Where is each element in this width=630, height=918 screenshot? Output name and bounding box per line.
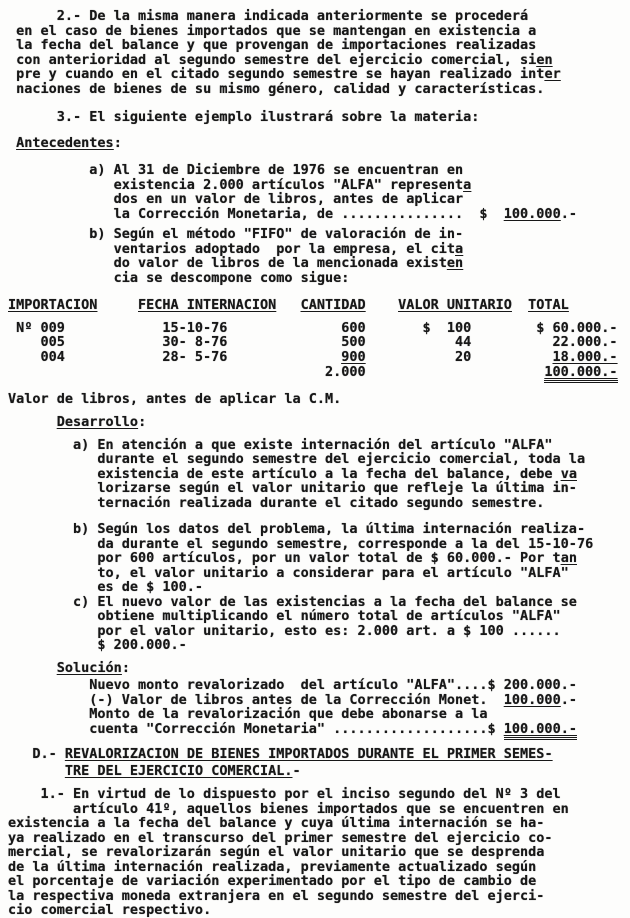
desarrollo-item-b [8,522,630,595]
table-cell: 600 [341,319,366,336]
text-line: to, el valor unitario a considerar para el artículo "ALFA" [8,564,569,581]
text-line: la Corrección Monetaria, de ............... $ 100.000.- [8,205,577,222]
text-line: D.- REVALORIZACION DE BIENES IMPORTADOS DURANTE EL PRIMER SEMES- [8,746,553,762]
text-line: obtiene multiplicando el número total de artículos "ALFA" [8,608,561,624]
table-row [8,321,630,336]
table-cell: 44 [455,334,472,350]
heading-desarrollo [8,415,630,430]
text-line: b) Según el método "FIFO" de valoración de in- [8,226,464,242]
table-cell: 28- 5-76 [138,348,228,365]
text-line: Solución: [56,659,130,676]
table-cell: 500 [341,334,366,350]
text-line: artículo 41º, aquellos bienes importados que se encuentren en [8,800,569,817]
table-header-cell: FECHA INTERNACION [138,297,277,313]
table-header-cell: TOTAL [528,297,569,313]
text-line: 3.- El siguiente ejemplo ilustrará sobre la materia: [8,109,480,125]
text-line: Nuevo monto revalorizado del artículo "ALFA"....$ 200.000.- [8,677,577,693]
paragraph-d1 [8,787,630,918]
text-line: es de $ 100.- [8,579,204,595]
table-cell: 22.000.- [552,334,618,350]
table-cell: $ 100 [422,319,472,336]
text-line: Antecedentes: [16,134,122,151]
text-line: existencia a la fecha del balance y cuya última internación se ha- [8,815,545,831]
text-line: con anterioridad al segundo semestre del ejercicio comercial, sien [8,51,553,68]
text-line: por 600 artículos, por un valor total de $ 60.000.- Por tan [8,550,577,566]
text-line: el porcentaje de variación experimentado por el tipo de cambio de [8,873,537,889]
table-totals-row [8,365,630,380]
table-cell: 100.000.- [512,365,618,380]
text-line: a) Al 31 de Diciembre de 1976 se encuentran en [8,162,464,178]
text-line: Monto de la revalorización que debe abonarse a la [8,706,488,722]
table-header-cell: CANTIDAD [300,297,366,313]
table-header-row [8,298,630,313]
table-header-cell: VALOR UNITARIO [398,297,512,313]
text-line: existencia 2.000 artículos "ALFA" representa [8,176,472,193]
heading-solucion [8,661,630,676]
text-line: ya realizado en el transcurso del primer semestre del ejercicio co- [8,829,553,846]
valor-de-libros [8,392,630,407]
text-line: ternación realizada durante el citado segundo semestre. [8,494,545,511]
text-line: en el caso de bienes importados que se mantengan en existencia a [8,22,537,39]
text-line: a) En atención a que existe internación del artículo "ALFA" [8,436,553,453]
text-line: ventarios adoptado por la empresa, el cita [8,240,464,257]
paragraph-3 [8,110,630,125]
solucion-body [8,678,630,736]
text-line: Desarrollo: [56,414,147,430]
text-line: (-) Valor de libros antes de la Corrección Monet. 100.000.- [8,691,577,708]
text-line: naciones de bienes de su mismo género, calidad y características. [8,80,545,97]
text-line: la respectiva moneda extranjera en el segundo semestre del ejerci- [8,887,545,904]
text-line: dos en un valor de libros, antes de aplicar [8,191,464,207]
desarrollo-item-c [8,595,630,653]
text-line: TRE DEL EJERCICIO COMERCIAL.- [64,762,301,779]
heading-d [8,746,630,779]
table-cell: 15-10-76 [138,319,228,336]
heading-antecedentes [8,136,630,151]
table-cell: 2.000 [324,364,366,380]
table-cell: 004 [8,348,65,365]
table-cell: $ 60.000.- [536,319,618,336]
table-importaciones [8,298,630,380]
text-line: da durante el segundo semestre, corresponde a la del 15-10-76 [8,535,594,552]
text-line: durante el segundo semestre del ejercicio comercial, toda la [8,451,586,467]
text-line: pre y cuando en el citado segundo semestre se hayan realizado inter [8,66,561,82]
table-cell: 18.000.- [552,348,618,365]
text-line: mercial, se revalorizarán según el valor unitario que se desprenda [8,844,545,860]
text-line: de la última internación realizada, previamente actualizado según [8,858,537,875]
text-line: b) Según los datos del problema, la última internación realiza- [8,521,586,537]
text-line: 1.- En virtud de lo dispuesto por el inciso segundo del Nº 3 del [8,786,561,802]
text-line: la fecha del balance y que provengan de importaciones realizadas [8,37,537,53]
text-line: do valor de libros de la mencionada existen [8,255,464,271]
table-cell [138,365,301,380]
table-cell: 900 [341,348,366,365]
table-cell: 30- 8-76 [138,334,228,350]
text-line: cia se descompone como sigue: [8,269,350,286]
desarrollo-item-a [8,438,630,511]
table-row [8,350,630,365]
table-cell: 005 [8,334,65,350]
table-cell: 20 [455,348,472,365]
table-cell: Nº 009 [8,319,65,336]
text-line: Valor de libros, antes de aplicar la C.M. [8,390,342,407]
paragraph-2 [8,9,630,96]
text-line: 2.- De la misma manera indicada anteriormente se procederá [8,8,529,24]
text-line: por el valor unitario, esto es: 2.000 art. a $ 100 ...... [8,622,561,639]
table-header-cell: IMPORTACION [8,297,98,313]
text-line: cio comercial respectivo. [8,902,212,918]
text-line: $ 200.000.- [8,637,187,653]
antecedentes-item-b [8,227,630,285]
text-line: c) El nuevo valor de las existencias a la fecha del balance se [8,593,577,610]
text-line: lorizarse según el valor unitario que refleje la última in- [8,480,577,496]
table-cell [398,365,512,380]
text-line: existencia de este artículo a la fecha del balance, debe va [8,465,577,482]
table-cell [8,365,138,380]
text-line: cuenta "Corrección Monetaria" ...................$ 100.000.- [8,722,630,737]
table-row [8,335,630,350]
antecedentes-item-a [8,163,630,221]
